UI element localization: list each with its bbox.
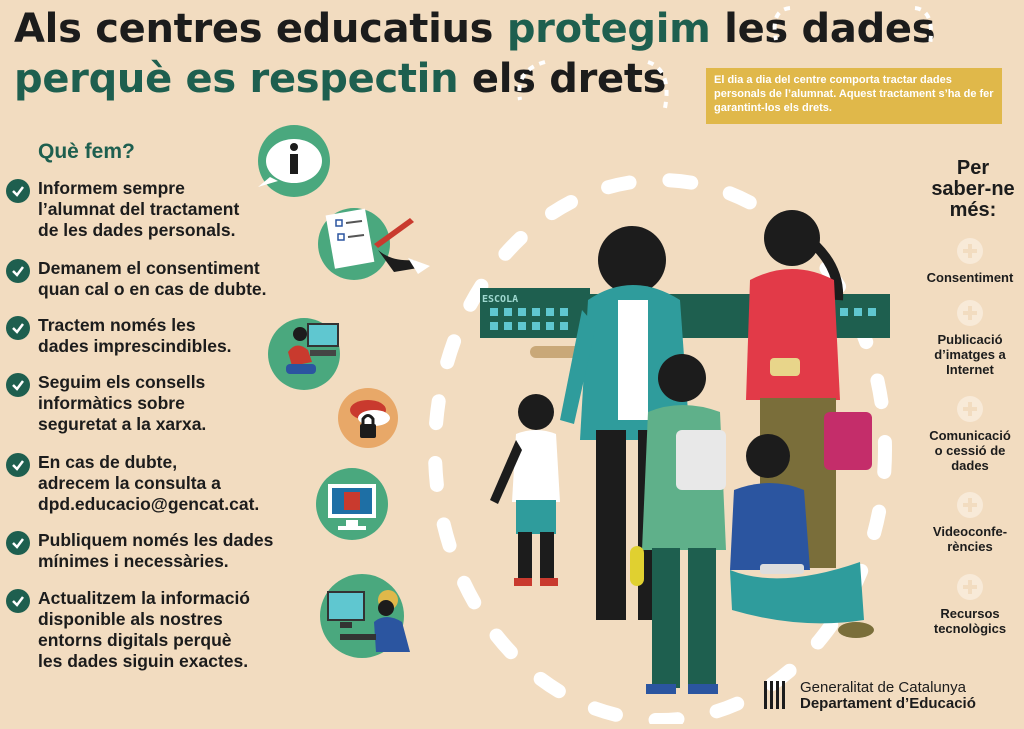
side-link-label: Comunicació o cessió de dades xyxy=(929,428,1011,473)
list-item xyxy=(6,178,239,241)
side-link-comunicacio[interactable] xyxy=(916,396,1024,473)
check-icon xyxy=(6,316,30,340)
plus-icon xyxy=(957,396,983,422)
check-icon xyxy=(6,453,30,477)
list-item xyxy=(6,372,206,435)
list-item xyxy=(6,258,267,300)
list-item-text: Demanem el consentiment quan cal o en cas de dubte. xyxy=(38,258,267,299)
logo-line-1: Generalitat de Catalunya xyxy=(800,679,966,696)
list-item xyxy=(6,452,259,515)
check-icon xyxy=(6,179,30,203)
side-link-videoconferencies[interactable] xyxy=(916,492,1024,554)
illustration-people-school xyxy=(420,150,920,724)
generalitat-logo xyxy=(764,680,976,712)
check-icon xyxy=(6,259,30,283)
plus-icon xyxy=(957,574,983,600)
list-item-text: Actualitzem la informació disponible als nostres entorns digitals perquè les dades siguin exactes. xyxy=(38,588,250,671)
title-highlight: protegim xyxy=(506,6,711,52)
check-icon xyxy=(6,531,30,555)
computer-user-icon xyxy=(320,574,404,658)
list-item xyxy=(6,315,232,357)
info-icon xyxy=(258,125,330,197)
title-text: Als centres educatius xyxy=(14,6,507,52)
side-link-label: Videoconfe- rències xyxy=(932,524,1008,554)
computer-user-icon xyxy=(268,318,340,390)
side-link-label: Recursos tecnològics xyxy=(933,606,1007,636)
generalitat-emblem-icon xyxy=(764,681,792,711)
title-text: les dades xyxy=(710,6,936,52)
side-link-publicacio[interactable] xyxy=(916,300,1024,377)
list-item-text: En cas de dubte, adrecem la consulta a dpd.educacio@gencat.cat. xyxy=(38,452,260,514)
list-item-text: Tractem només les dades imprescindibles. xyxy=(38,315,232,356)
signing-form-icon xyxy=(318,208,390,280)
intro-info-box: El dia a dia del centre comporta tractar dades personals de l’alumnat. Aquest tractament s’ha de fer garantint-los els drets. xyxy=(706,68,1002,124)
side-link-consentiment[interactable] xyxy=(916,238,1024,285)
check-icon xyxy=(6,589,30,613)
title-text: els drets xyxy=(458,56,667,102)
plus-icon xyxy=(957,300,983,326)
check-icon xyxy=(6,373,30,397)
list-item-text: Publiquem només les dades mínimes i necessàries. xyxy=(38,530,274,571)
cloud-lock-icon xyxy=(338,388,398,448)
list-item-text: Seguim els consells informàtics sobre seguretat a la xarxa. xyxy=(38,372,207,434)
school-sign: ESCOLA xyxy=(482,294,519,305)
logo-line-2: Departament d’Educació xyxy=(800,695,976,712)
section-heading: Què fem? xyxy=(38,140,135,163)
list-item xyxy=(6,530,273,572)
list-item-text: Informem sempre l’alumnat del tractament de les dades personals. xyxy=(38,178,240,240)
child-figure xyxy=(490,394,560,586)
side-heading: Per saber-ne més: xyxy=(931,157,1015,221)
plus-icon xyxy=(957,238,983,264)
side-link-label: Publicació d’imatges a Internet xyxy=(934,332,1006,377)
side-link-recursos[interactable] xyxy=(916,574,1024,636)
side-link-label: Consentiment xyxy=(926,270,1014,285)
list-item xyxy=(6,588,250,672)
plus-icon xyxy=(957,492,983,518)
monitor-icon xyxy=(316,468,388,540)
title-highlight: perquè es respectin xyxy=(14,56,459,102)
